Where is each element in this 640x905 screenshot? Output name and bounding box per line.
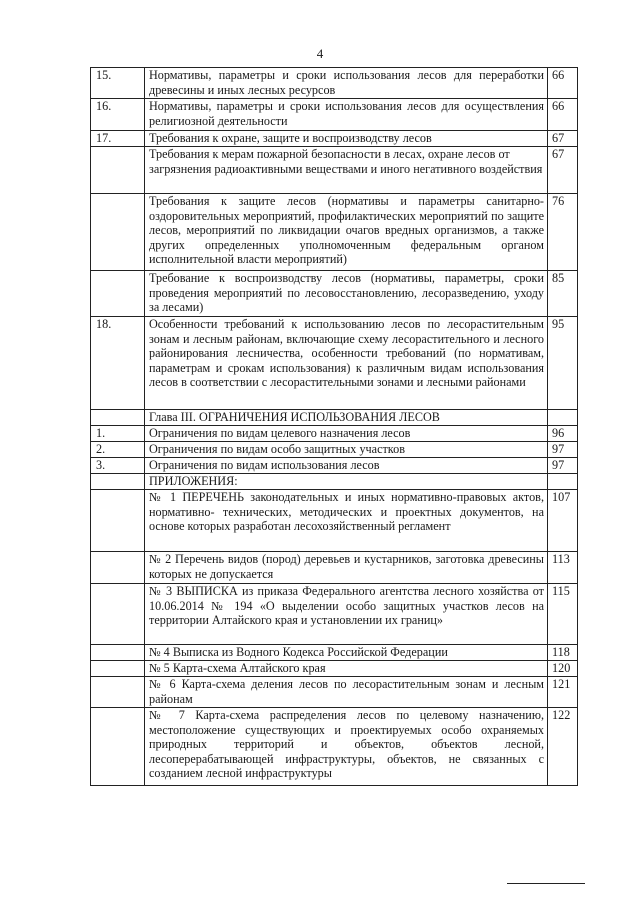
row-page: 118 [548, 645, 578, 661]
row-title: № 4 Выписка из Водного Кодекса Российской Федерации [145, 645, 548, 661]
row-title: Ограничения по видам использования лесов [145, 458, 548, 474]
toc-row-appendix-6 [91, 677, 578, 708]
page-number: 4 [316, 46, 324, 61]
row-number: 18. [91, 317, 145, 410]
toc-row-17-reproduction [91, 271, 578, 317]
appendices-heading-row [91, 474, 578, 490]
row-number [91, 147, 145, 194]
row-number [91, 271, 145, 317]
row-page: 115 [548, 584, 578, 645]
row-title: № 1 ПЕРЕЧЕНЬ законодательных и иных нормативно-правовых актов, нормативно- технических, методических и проектных документов, на основе которых разработан лесохозяйственный регламент [145, 490, 548, 552]
row-page: 97 [548, 458, 578, 474]
row-title: Требования к мерам пожарной безопасности в лесах, охране лесов от загрязнения радиоактивными веществами и иного негативного воздействия [145, 147, 548, 194]
row-page: 120 [548, 661, 578, 677]
row-title: Требования к охране, защите и воспроизводству лесов [145, 131, 548, 147]
row-number: 1. [91, 426, 145, 442]
row-page: 66 [548, 68, 578, 99]
row-page: 121 [548, 677, 578, 708]
toc-row-appendix-1 [91, 490, 578, 552]
row-title: Ограничения по видам особо защитных участков [145, 442, 548, 458]
toc-row-17 [91, 131, 578, 147]
blank-cell [91, 552, 145, 584]
row-number: 3. [91, 458, 145, 474]
toc-row-17-fire [91, 147, 578, 194]
blank-cell [91, 677, 145, 708]
row-page: 122 [548, 708, 578, 786]
blank-cell [91, 410, 145, 426]
row-title: № 7 Карта-схема распределения лесов по целевому назначению, местоположение существующих и проектируемых особо охраняемых природных территорий и объектов, объектов лесной, лесоперерабатывающей инфраструктуры, объектов, не связанных с созданием лесной инфраструктуры [145, 708, 548, 786]
row-page: 97 [548, 442, 578, 458]
toc-row-appendix-5 [91, 661, 578, 677]
row-number: 17. [91, 131, 145, 147]
appendices-title: ПРИЛОЖЕНИЯ: [145, 474, 548, 490]
row-page: 113 [548, 552, 578, 584]
toc-row-appendix-4 [91, 645, 578, 661]
chapter-3-heading-row [91, 410, 578, 426]
blank-cell [91, 490, 145, 552]
row-title: Особенности требований к использованию лесов по лесорастительным зонам и лесным районам, включающие схему лесорастительного и лесного районирования лесничества, особенности требований (по нормативам, параметрам и срокам использования) к различным видам использования лесов в соответствии с лесорастительными зонами и лесными районами [145, 317, 548, 410]
row-title: № 3 ВЫПИСКА из приказа Федерального агентства лесного хозяйства от 10.06.2014 № 194 «О выделении особо защитных участков лесов на территории Алтайского края и установлении их границ» [145, 584, 548, 645]
row-title: Требования к защите лесов (нормативы и параметры санитарно-оздоровительных мероприятий, профилактических мероприятий по защите лесов, мероприятий по ликвидации очагов вредных организмов, а также других определенных уполномоченным федеральным органом исполнительной власти мероприятий) [145, 194, 548, 271]
chapter-3-title: Глава III. ОГРАНИЧЕНИЯ ИСПОЛЬЗОВАНИЯ ЛЕСОВ [145, 410, 548, 426]
row-page: 67 [548, 147, 578, 194]
toc-row-17-protection [91, 194, 578, 271]
row-title: Ограничения по видам целевого назначения лесов [145, 426, 548, 442]
toc-row-appendix-7 [91, 708, 578, 786]
toc-row-appendix-3 [91, 584, 578, 645]
blank-cell [548, 410, 578, 426]
blank-cell [91, 645, 145, 661]
blank-cell [548, 474, 578, 490]
row-number [91, 194, 145, 271]
row-page: 67 [548, 131, 578, 147]
row-title: № 2 Перечень видов (пород) деревьев и кустарников, заготовка древесины которых не допускается [145, 552, 548, 584]
row-page: 107 [548, 490, 578, 552]
toc-row-ch3-1 [91, 426, 578, 442]
toc-row-ch3-3 [91, 458, 578, 474]
row-title: № 6 Карта-схема деления лесов по лесорастительным зонам и лесным районам [145, 677, 548, 708]
row-title: Нормативы, параметры и сроки использования лесов для переработки древесины и иных лесных ресурсов [145, 68, 548, 99]
row-number: 2. [91, 442, 145, 458]
row-page: 76 [548, 194, 578, 271]
row-title: № 5 Карта-схема Алтайского края [145, 661, 548, 677]
toc-row-ch3-2 [91, 442, 578, 458]
toc-row-15 [91, 68, 578, 99]
blank-cell [91, 661, 145, 677]
footer-rule [507, 883, 585, 884]
table-of-contents [90, 67, 578, 786]
row-title: Требование к воспроизводству лесов (нормативы, параметры, сроки проведения мероприятий по лесовосстановлению, лесоразведению, уходу за лесами) [145, 271, 548, 317]
toc-row-appendix-2 [91, 552, 578, 584]
toc-row-16 [91, 99, 578, 131]
row-title: Нормативы, параметры и сроки использования лесов для осуществления религиозной деятельности [145, 99, 548, 131]
row-page: 85 [548, 271, 578, 317]
row-number: 16. [91, 99, 145, 131]
row-page: 66 [548, 99, 578, 131]
row-page: 95 [548, 317, 578, 410]
toc-row-18 [91, 317, 578, 410]
row-number: 15. [91, 68, 145, 99]
row-page: 96 [548, 426, 578, 442]
blank-cell [91, 474, 145, 490]
blank-cell [91, 584, 145, 645]
blank-cell [91, 708, 145, 786]
